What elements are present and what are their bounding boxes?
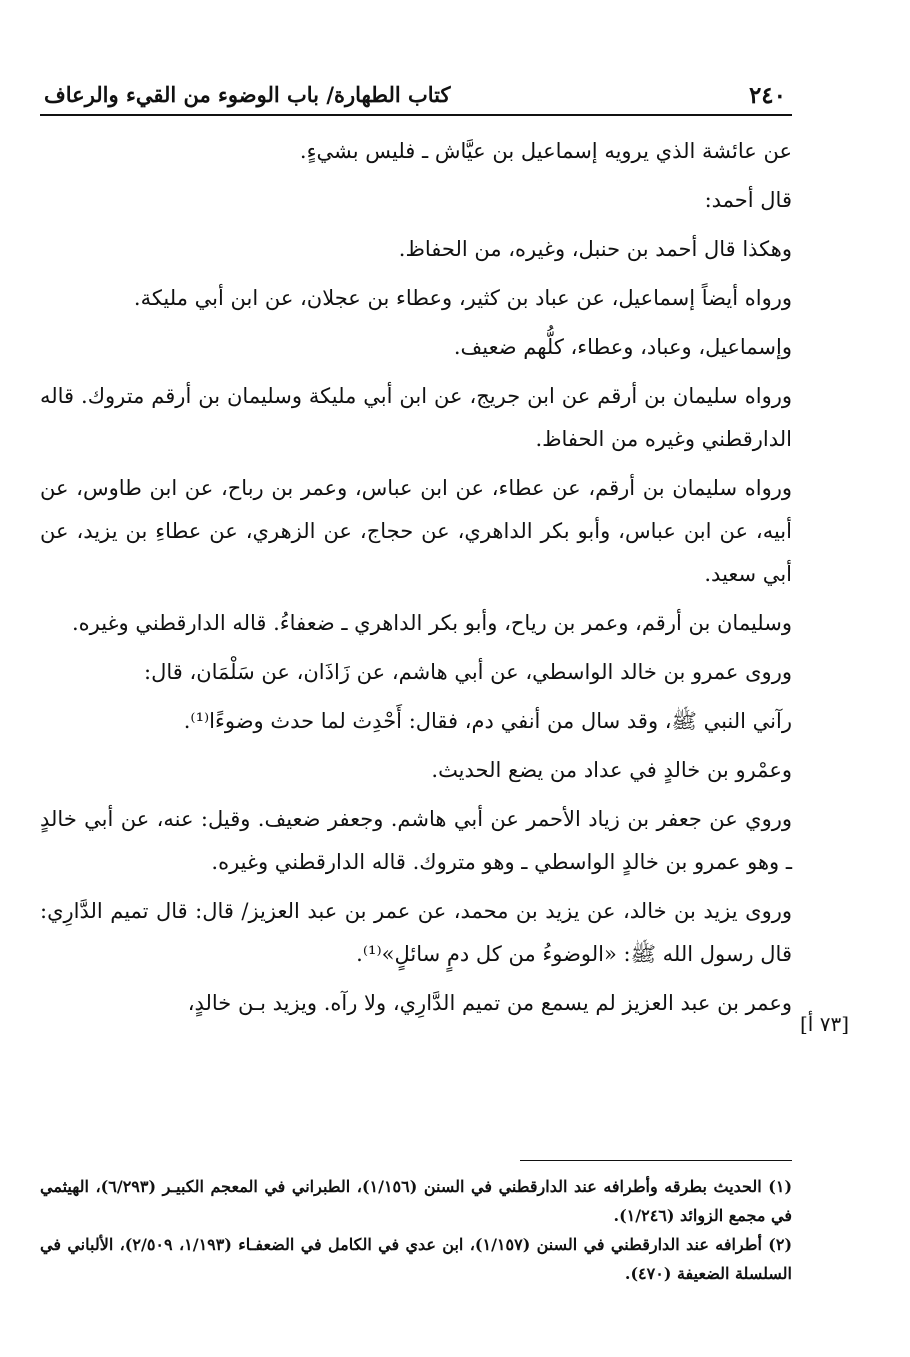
paragraph: رآني النبي ﷺ، وقد سال من أنفي دم، فقال: أَحْدِث لما حدث وضوءًا⁽¹⁾. <box>183 709 792 733</box>
page-number: ٢٤٠ <box>748 82 786 109</box>
manuscript-folio-marker: [٧٣ أ] <box>800 1012 850 1036</box>
paragraph: ورواه أيضاً إسماعيل، عن عباد بن كثير، وعطاء بن عجلان، عن ابن أبي مليكة. <box>133 286 792 310</box>
main-text <box>40 130 792 1031</box>
paragraph: وهكذا قال أحمد بن حنبل، وغيره، من الحفاظ. <box>398 237 792 261</box>
paragraph: وروى يزيد بن خالد، عن يزيد بن محمد، عن عمر بن عبد العزيز/ قال: قال تميم الدَّارِي: قال رسول الله ﷺ: «الوضوءُ من كل دمٍ سائلٍ»⁽¹⁾. <box>40 899 792 966</box>
paragraph: ورواه سليمان بن أرقم، عن عطاء، عن ابن عباس، وعمر بن رباح، عن ابن طاوس، عن أبيه، عن ابن عباس، وأبو بكر الداهري، عن حجاج، عن الزهري، عن عطاءِ بن يزيد، عن أبي سعيد. <box>40 476 792 586</box>
paragraph: وعمْرو بن خالدٍ في عداد من يضع الحديث. <box>431 758 792 782</box>
running-title: كتاب الطهارة/ باب الوضوء من القيء والرعاف <box>44 82 451 107</box>
paragraph: وإسماعيل، وعباد، وعطاء، كلُّهم ضعيف. <box>453 335 792 359</box>
footnotes <box>40 1172 792 1288</box>
paragraph: وروى عمرو بن خالد الواسطي، عن أبي هاشم، عن زَاذَان، عن سَلْمَان، قال: <box>144 660 792 684</box>
page-header <box>40 70 792 116</box>
paragraph: وسليمان بن أرقم، وعمر بن رياح، وأبو بكر الداهري ـ ضعفاءُ. قاله الدارقطني وغيره. <box>71 611 792 635</box>
paragraph: وعمر بن عبد العزيز لم يسمع من تميم الدَّارِي، ولا رآه. ويزيد بـن خالدٍ، <box>187 991 792 1015</box>
paragraph: قال أحمد: <box>704 188 792 212</box>
footnote: (٢) أطرافه عند الدارقطني في السنن (١/١٥٧)، ابن عدي في الكامل في الضعفـاء (١/١٩٣، ٢/٥٠٩)، الألباني في السلسلة الضعيفة (٤٧٠). <box>40 1235 793 1283</box>
paragraph: عن عائشة الذي يرويه إسماعيل بن عيَّاش ـ فليس بشيءٍ. <box>299 139 792 163</box>
footnote-divider <box>520 1160 792 1161</box>
paragraph: ورواه سليمان بن أرقم عن ابن جريج، عن ابن أبي مليكة وسليمان بن أرقم متروك. قاله الدارقطني وغيره من الحفاظ. <box>40 384 792 451</box>
paragraph: وروي عن جعفر بن زياد الأحمر عن أبي هاشم. وجعفر ضعيف. وقيل: عنه، عن أبي خالدٍ ـ وهو عمرو بن خالدٍ الواسطي ـ وهو متروك. قاله الدارقطني وغيره. <box>40 807 792 874</box>
footnote: (١) الحديث بطرقه وأطرافه عند الدارقطني في السنن (١/١٥٦)، الطبراني في المعجم الكبيـر (٦/٢٩٣)، الهيثمي في مجمع الزوائد (١/٢٤٦). <box>40 1177 793 1225</box>
